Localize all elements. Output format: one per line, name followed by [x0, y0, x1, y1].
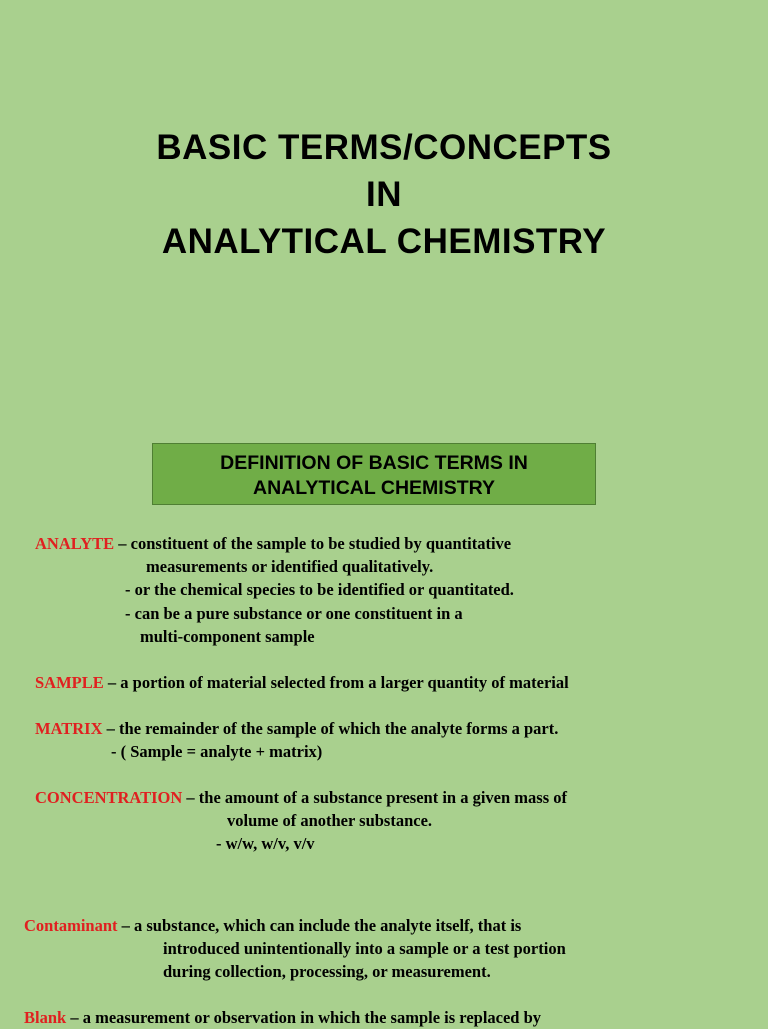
concentration-line-2: volume of another substance.: [227, 811, 433, 830]
term-matrix: MATRIX: [35, 719, 103, 738]
matrix-line-1: – the remainder of the sample of which the analyte forms a part.: [102, 719, 559, 738]
section-header-box: [152, 443, 596, 505]
term-contaminant: Contaminant: [24, 916, 118, 935]
title-line-1: BASIC TERMS/CONCEPTS: [156, 128, 612, 167]
contaminant-line-1: – a substance, which can include the analyte itself, that is: [117, 916, 522, 935]
term-sample: SAMPLE: [35, 673, 104, 692]
concentration-line-1: – the amount of a substance present in a given mass of: [182, 788, 568, 807]
definition-blank: [24, 1006, 541, 1029]
term-analyte: ANALYTE: [35, 534, 115, 553]
contaminant-line-3: during collection, processing, or measurement.: [163, 962, 491, 981]
blank-line-1: – a measurement or observation in which the sample is replaced by: [66, 1008, 542, 1027]
title-line-3: ANALYTICAL CHEMISTRY: [161, 222, 607, 261]
term-concentration: CONCENTRATION: [35, 788, 183, 807]
sample-line-1: – a portion of material selected from a larger quantity of material: [103, 673, 569, 692]
matrix-line-2: - ( Sample = analyte + matrix): [111, 742, 323, 761]
definition-matrix: [35, 717, 558, 740]
contaminant-line-2: introduced unintentionally into a sample or a test portion: [163, 939, 566, 958]
definition-analyte: [35, 532, 511, 555]
analyte-line-1: – constituent of the sample to be studied by quantitative: [114, 534, 512, 553]
analyte-line-2: measurements or identified qualitatively.: [146, 557, 434, 576]
definition-contaminant: [24, 914, 521, 937]
term-blank: Blank: [24, 1008, 67, 1027]
section-header-line-1: DEFINITION OF BASIC TERMS IN: [220, 452, 528, 474]
analyte-line-4: - can be a pure substance or one constituent in a: [125, 604, 463, 623]
analyte-line-3: - or the chemical species to be identified or quantitated.: [125, 580, 514, 599]
definition-concentration: [35, 786, 567, 809]
definition-sample: [35, 671, 569, 694]
title-line-2: IN: [366, 175, 402, 214]
page-title: [0, 124, 768, 265]
section-header-line-2: ANALYTICAL CHEMISTRY: [253, 477, 495, 499]
concentration-line-3: - w/w, w/v, v/v: [216, 834, 315, 853]
analyte-line-5: multi-component sample: [140, 627, 315, 646]
